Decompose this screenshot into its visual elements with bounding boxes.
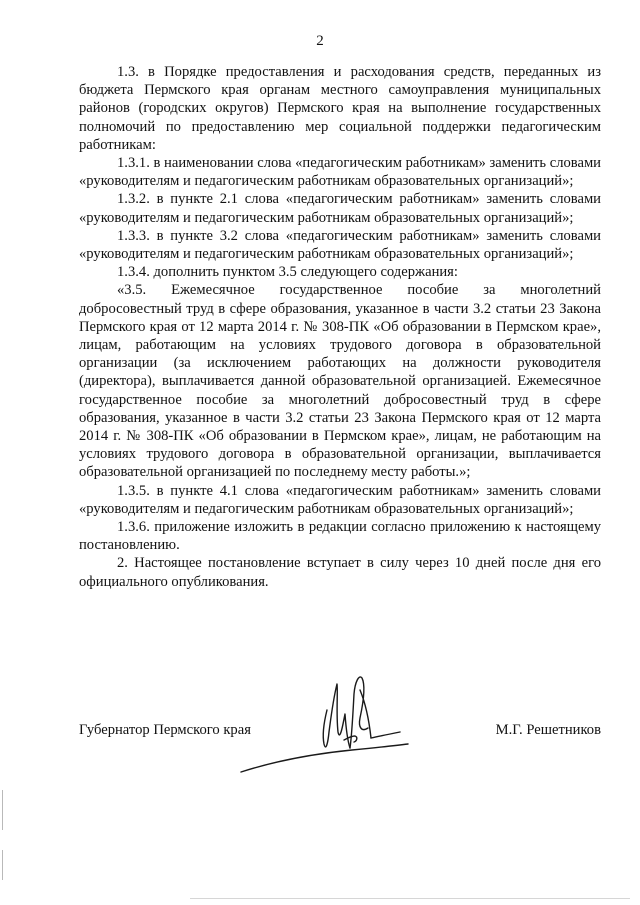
margin-mark <box>2 850 3 880</box>
page-number: 2 <box>316 33 324 49</box>
paragraph-3-5-quote: «3.5. Ежемесячное государственное пособие за многолетний добросовестный труд в сфере образования, указанное в части 3.2 статьи 23 Закона Пермского края от 12 марта 2014 г. № 308-ПК «Об образовании в Пермском крае», лицам, работающим на условиях трудового договора в образовательной организации (за исключением работающих на должности руководителя (директора), выплачивается данной образовательной организацией. Ежемесячное государственное пособие за многолетний добросовестный труд в сфере образования, указанное в части 3.2 статьи 23 Закона Пермского края от 12 марта 2014 г. № 308-ПК «Об образовании в Пермском крае», лицам, не работающим на условиях трудового договора в образовательной организации, выплачивается образовательной организацией по последнему месту работы.»; <box>79 282 601 481</box>
scan-edge-line <box>190 898 630 899</box>
signatory-name: М.Г. Решетников <box>495 722 601 738</box>
document-body <box>79 63 601 591</box>
paragraph-1-3-2: 1.3.2. в пункте 2.1 слова «педагогическим работникам» заменить словами «руководителям и педагогическим работникам образовательных организаций»; <box>79 191 601 226</box>
paragraph-1-3-6: 1.3.6. приложение изложить в редакции согласно приложению к настоящему постановлению. <box>79 519 601 554</box>
handwritten-signature <box>232 662 412 777</box>
paragraph-1-3-4: 1.3.4. дополнить пунктом 3.5 следующего содержания: <box>117 264 458 281</box>
paragraph-2: 2. Настоящее постановление вступает в силу через 10 дней после дня его официального опубликования. <box>79 555 601 590</box>
paragraph-1-3: 1.3. в Порядке предоставления и расходования средств, переданных из бюджета Пермского края органам местного самоуправления муниципальных районов (городских округов) Пермского края на выполнение государственных полномочий по предоставлению мер социальной поддержки педагогическим работникам: <box>79 64 601 153</box>
paragraph-1-3-3: 1.3.3. в пункте 3.2 слова «педагогическим работникам» заменить словами «руководителям и педагогическим работникам образовательных организаций»; <box>79 227 601 263</box>
paragraph-1-3-5: 1.3.5. в пункте 4.1 слова «педагогическим работникам» заменить словами «руководителям и педагогическим работникам образовательных организаций»; <box>79 482 601 517</box>
paragraph-1-3-1: 1.3.1. в наименовании слова «педагогическим работникам» заменить словами «руководителям и педагогическим работникам образовательных организаций»; <box>79 155 601 190</box>
signatory-title: Губернатор Пермского края <box>79 722 251 738</box>
margin-mark <box>2 790 3 830</box>
